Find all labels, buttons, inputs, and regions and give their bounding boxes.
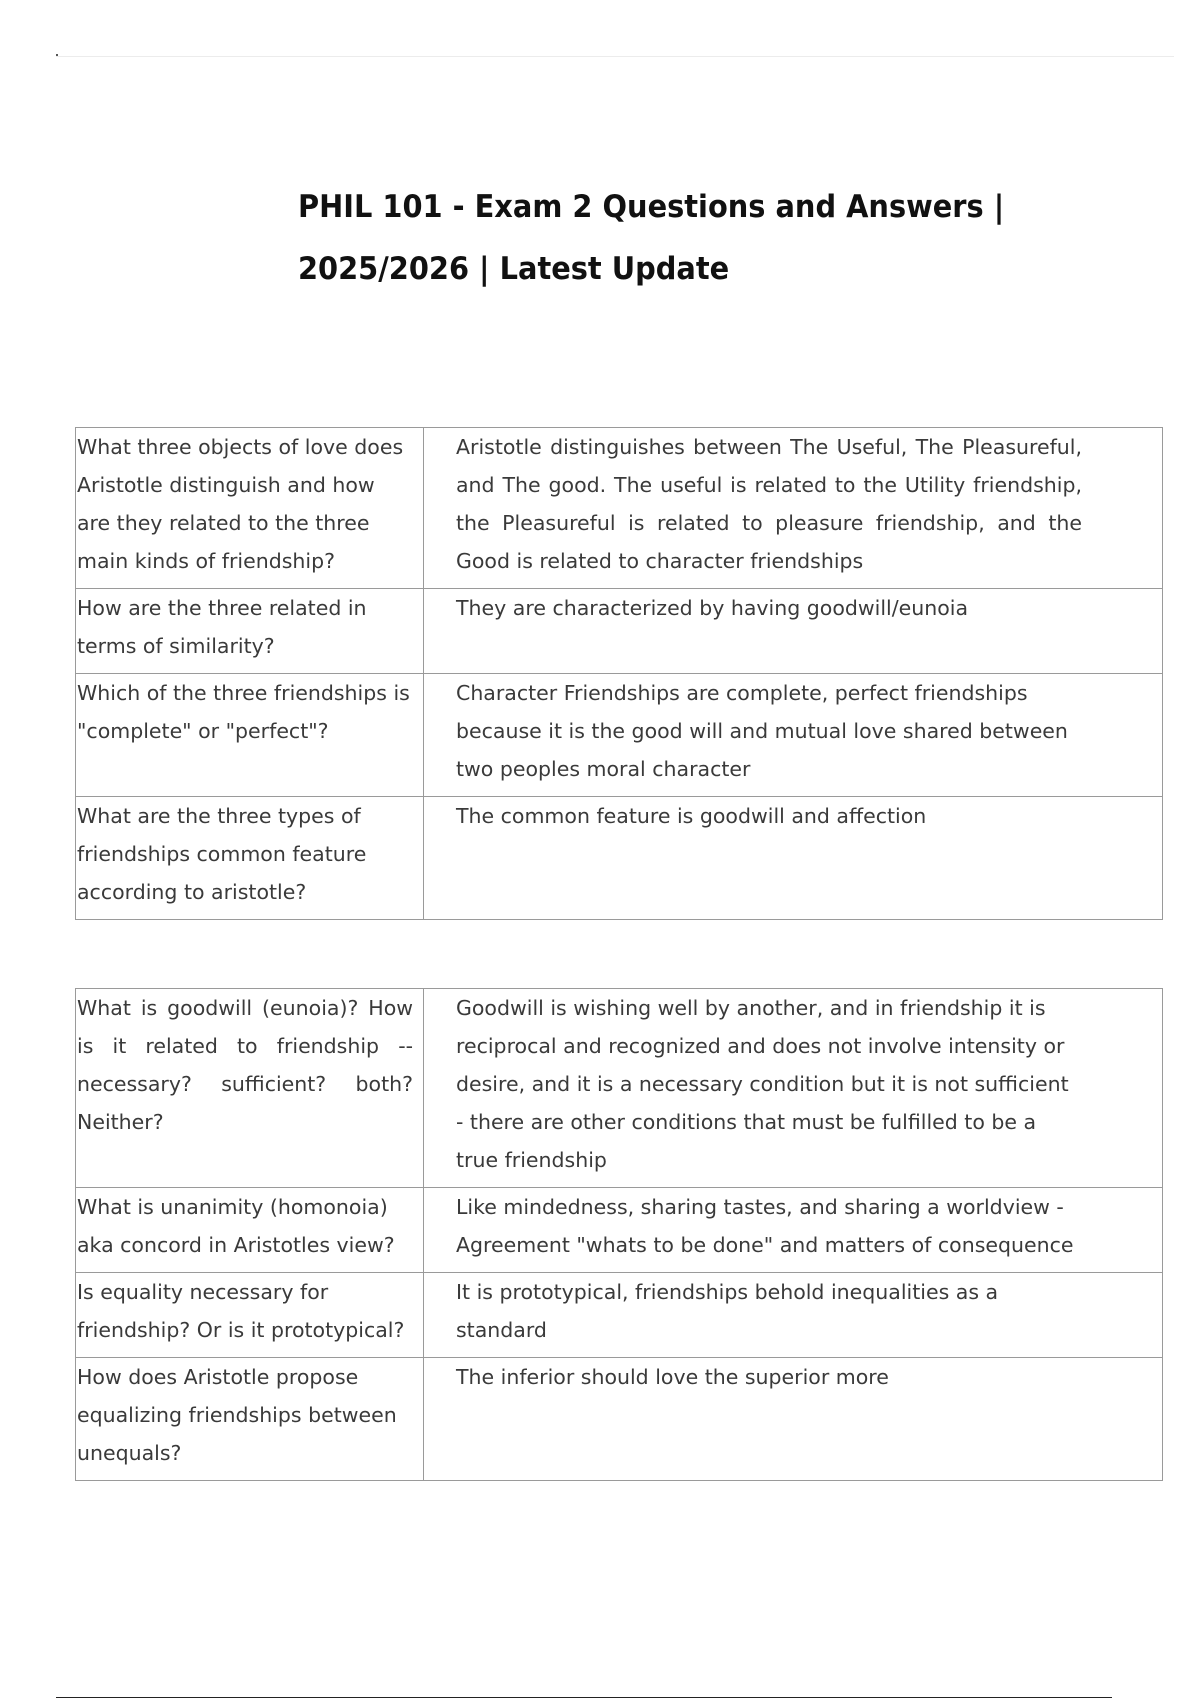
answer-cell: Character Friendships are complete, perfect friendships because it is the good will and mutual love shared between two peoples moral character	[424, 674, 1163, 797]
footer-rule	[56, 1697, 1112, 1698]
table-row	[76, 428, 1163, 589]
answer-cell: Aristotle distinguishes between The Useful, The Pleasureful, and The good. The useful is related to the Utility friendship, the Pleasureful is related to pleasure friendship, and the Good is related to character friendships	[424, 428, 1163, 589]
question-cell: How are the three related in terms of similarity?	[76, 589, 424, 674]
question-cell: What three objects of love does Aristotle distinguish and how are they related to the three main kinds of friendship?	[76, 428, 424, 589]
table-row	[76, 1273, 1163, 1358]
document-title: PHIL 101 - Exam 2 Questions and Answers | 2025/2026 | Latest Update	[298, 189, 1005, 287]
question-cell: What are the three types of friendships common feature according to aristotle?	[76, 797, 424, 920]
table-row	[76, 1188, 1163, 1273]
table-row	[76, 589, 1163, 674]
top-rule	[56, 56, 1174, 57]
qa-table-2	[75, 988, 1163, 1481]
answer-cell: It is prototypical, friendships behold inequalities as a standard	[424, 1273, 1163, 1358]
answer-cell: Goodwill is wishing well by another, and in friendship it is reciprocal and recognized and does not involve intensity or desire, and it is a necessary condition but it is not sufficient - there are other conditions that must be fulfilled to be a true friendship	[424, 989, 1163, 1188]
qa-table-1	[75, 427, 1163, 920]
table-row	[76, 797, 1163, 920]
answer-cell: Like mindedness, sharing tastes, and sharing a worldview - Agreement "whats to be done" and matters of consequence	[424, 1188, 1163, 1273]
question-cell: What is unanimity (homonoia) aka concord in Aristotles view?	[76, 1188, 424, 1273]
question-cell: Which of the three friendships is "complete" or "perfect"?	[76, 674, 424, 797]
table-row	[76, 1358, 1163, 1481]
question-cell: Is equality necessary for friendship? Or is it prototypical?	[76, 1273, 424, 1358]
answer-cell: The inferior should love the superior more	[424, 1358, 1163, 1481]
answer-cell: They are characterized by having goodwill/eunoia	[424, 589, 1163, 674]
table-row	[76, 674, 1163, 797]
question-cell: What is goodwill (eunoia)? How is it related to friendship -- necessary? sufficient? both? Neither?	[76, 989, 424, 1188]
answer-cell: The common feature is goodwill and affection	[424, 797, 1163, 920]
table-row	[76, 989, 1163, 1188]
question-cell: How does Aristotle propose equalizing friendships between unequals?	[76, 1358, 424, 1481]
